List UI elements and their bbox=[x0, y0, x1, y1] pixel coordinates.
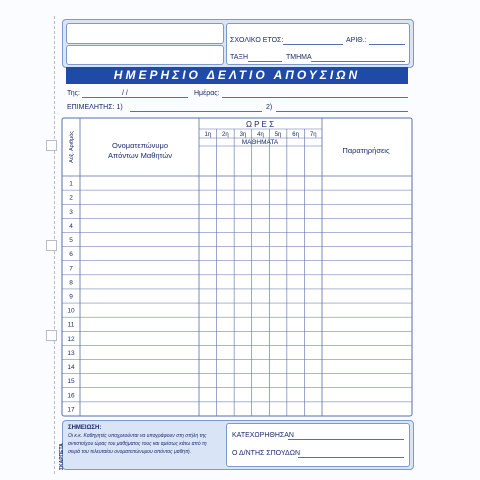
form-title: ΗΜΕΡΗΣΙΟ ΔΕΛΤΙΟ ΑΠΟΥΣΙΩΝ bbox=[66, 67, 408, 84]
supervisor-two-label: 2) bbox=[266, 104, 273, 111]
subjects-header: ΜΑΘΗΜΑΤΑ bbox=[241, 139, 279, 146]
row-number: 1 bbox=[69, 180, 73, 188]
row-number: 5 bbox=[69, 237, 73, 245]
row-number: 10 bbox=[67, 307, 75, 315]
note-line2: αντιστοίχου ώρας του μαθήματος τους και αμέσως κάτω από τη bbox=[68, 441, 207, 447]
registered-field[interactable] bbox=[288, 439, 404, 440]
period-label: 5η bbox=[274, 132, 282, 138]
date-slashes: / / bbox=[122, 90, 128, 97]
row-number: 4 bbox=[69, 222, 73, 230]
period-label: 1η bbox=[204, 132, 212, 138]
period-label: 6η bbox=[292, 132, 299, 138]
date-label: Της: bbox=[67, 90, 80, 97]
day-label: Ημέρας: bbox=[194, 90, 220, 97]
side-code-text: ΣΚΑΡΠΕΤΑ bbox=[59, 443, 65, 470]
row-number: 2 bbox=[69, 194, 73, 202]
row-number: 8 bbox=[69, 279, 73, 287]
signature-box bbox=[226, 423, 410, 467]
row-number: 9 bbox=[69, 293, 73, 301]
row-number: 3 bbox=[69, 208, 73, 216]
name-header-line2: Απόντων Μαθητών bbox=[107, 151, 173, 160]
row-number: 17 bbox=[67, 406, 75, 414]
row-number: 16 bbox=[67, 392, 75, 400]
note-title: ΣΗΜΕΙΩΣΗ: bbox=[68, 425, 102, 431]
registered-label: ΚΑΤΕΧΩΡΗΘΗΣΑΝ bbox=[232, 432, 294, 439]
note-line1: Οι κ.κ. Καθηγητές υποχρεούνται να υπογράφουν στη στήλη της bbox=[68, 433, 207, 439]
class-label: ΤΑΞΗ bbox=[230, 54, 249, 61]
period-label: 7η bbox=[309, 132, 317, 138]
period-label: 3η bbox=[239, 132, 247, 138]
row-number: 6 bbox=[69, 251, 73, 259]
side-code bbox=[56, 414, 66, 474]
period-label: 4η bbox=[257, 132, 264, 138]
remarks-header: Παρατηρήσεις bbox=[342, 146, 390, 155]
school-year-label: ΣΧΟΛΙΚΟ ΕΤΟΣ: bbox=[230, 37, 284, 44]
number-header: Αύξ. Αριθμός bbox=[69, 131, 75, 163]
row-number: 12 bbox=[67, 335, 75, 343]
row-number: 15 bbox=[67, 378, 75, 386]
row-number: 14 bbox=[67, 364, 75, 372]
row-number: 7 bbox=[69, 265, 73, 273]
row-number: 11 bbox=[67, 321, 75, 329]
director-label: Ο Δ/ΝΤΗΣ ΣΠΟΥΔΩΝ bbox=[232, 450, 300, 457]
section-label: ΤΜΗΜΑ bbox=[286, 54, 312, 61]
row-number: 13 bbox=[67, 349, 75, 357]
name-header-line1: Ονοματεπώνυμο bbox=[112, 141, 168, 150]
director-signature-field[interactable] bbox=[298, 457, 404, 458]
period-label: 2η bbox=[222, 132, 229, 138]
supervisor-label: ΕΠΙΜΕΛΗΤΗΣ: 1) bbox=[67, 104, 123, 111]
note-line3: σειρά του τελευταίου ονοματεπώνυμου απόντος μαθητή. bbox=[68, 449, 192, 455]
hours-header: Ω Ρ Ε Σ bbox=[245, 120, 275, 129]
number-label: ΑΡΙΘ.: bbox=[346, 37, 367, 44]
